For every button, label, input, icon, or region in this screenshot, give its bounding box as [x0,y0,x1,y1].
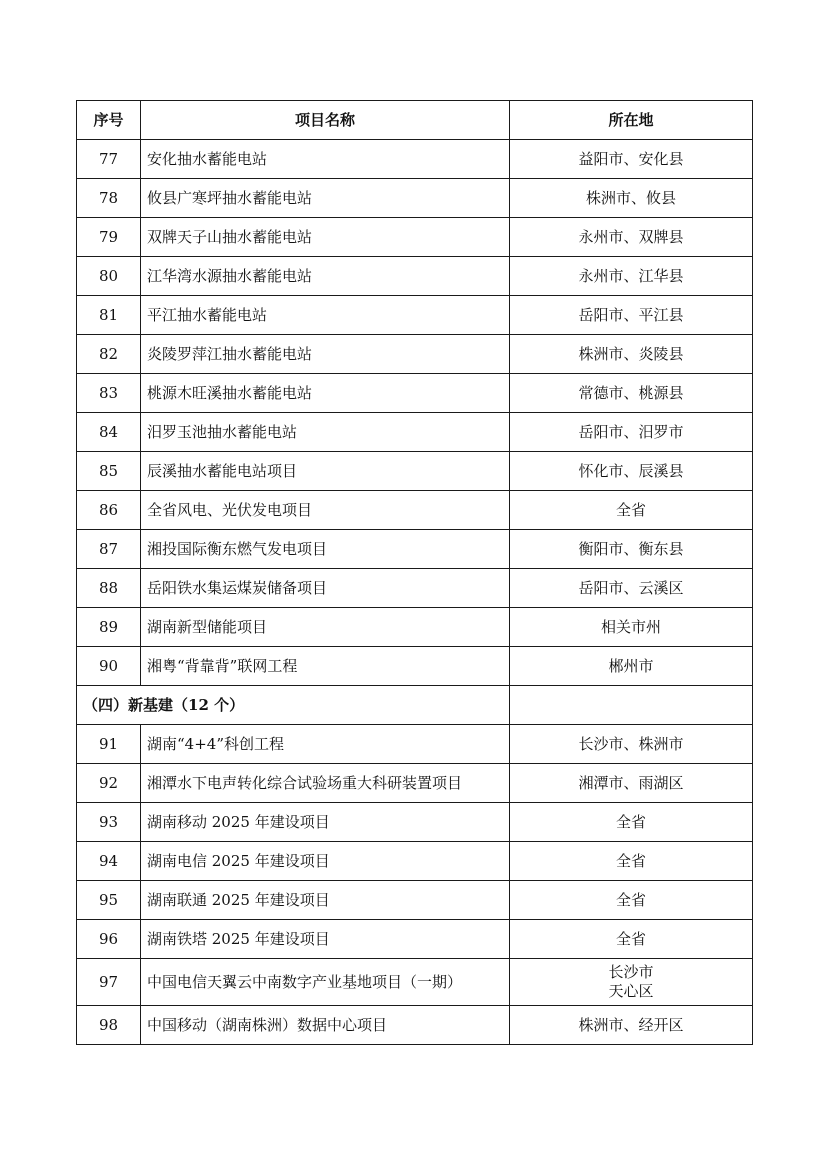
project-location: 常德市、桃源县 [510,374,753,413]
table-row [77,452,753,491]
project-name: 湖南“4+4”科创工程 [141,725,510,764]
header-location: 所在地 [510,101,753,140]
table-row [77,881,753,920]
project-location: 衡阳市、衡东县 [510,530,753,569]
project-location: 永州市、江华县 [510,257,753,296]
row-number: 85 [77,452,141,491]
row-number: 89 [77,608,141,647]
table-row [77,959,753,1006]
header-no: 序号 [77,101,141,140]
project-name: 安化抽水蓄能电站 [141,140,510,179]
row-number: 78 [77,179,141,218]
table-body-part2 [77,725,753,959]
table-body-part3 [77,959,753,1045]
table-row [77,530,753,569]
table-row [77,842,753,881]
table-row [77,647,753,686]
project-name: 双牌天子山抽水蓄能电站 [141,218,510,257]
project-name: 湘投国际衡东燃气发电项目 [141,530,510,569]
row-number: 95 [77,881,141,920]
project-name: 湖南电信 2025 年建设项目 [141,842,510,881]
row-number: 79 [77,218,141,257]
location-line-1: 长沙市 [608,963,654,981]
row-number: 83 [77,374,141,413]
project-name: 全省风电、光伏发电项目 [141,491,510,530]
project-name: 辰溪抽水蓄能电站项目 [141,452,510,491]
table-row [77,296,753,335]
table-row [77,491,753,530]
header-name: 项目名称 [141,101,510,140]
row-number: 93 [77,803,141,842]
project-location [510,959,753,1006]
row-number: 87 [77,530,141,569]
project-location: 全省 [510,920,753,959]
project-name: 湖南新型储能项目 [141,608,510,647]
project-location: 湘潭市、雨湖区 [510,764,753,803]
table-row [77,140,753,179]
row-number: 90 [77,647,141,686]
project-name: 岳阳铁水集运煤炭储备项目 [141,569,510,608]
row-number: 77 [77,140,141,179]
table-row [77,725,753,764]
table-header-row [77,101,753,140]
project-table [76,100,753,1045]
project-location: 全省 [510,491,753,530]
table-body-part1 [77,140,753,686]
section-row [77,686,753,725]
row-number: 98 [77,1006,141,1045]
section-location [510,686,753,725]
project-location: 全省 [510,881,753,920]
project-location: 永州市、双牌县 [510,218,753,257]
table-row [77,374,753,413]
project-location: 郴州市 [510,647,753,686]
table-row [77,803,753,842]
section-label: （四）新基建（12 个） [77,686,510,725]
project-location: 岳阳市、汨罗市 [510,413,753,452]
project-name: 平江抽水蓄能电站 [141,296,510,335]
project-name: 湖南联通 2025 年建设项目 [141,881,510,920]
project-location: 岳阳市、云溪区 [510,569,753,608]
project-name: 湘粤“背靠背”联网工程 [141,647,510,686]
table-section [77,686,753,725]
row-number: 91 [77,725,141,764]
project-name: 湘潭水下电声转化综合试验场重大科研装置项目 [141,764,510,803]
project-name: 汨罗玉池抽水蓄能电站 [141,413,510,452]
row-number: 81 [77,296,141,335]
row-number: 82 [77,335,141,374]
project-name: 攸县广寒坪抽水蓄能电站 [141,179,510,218]
table-row [77,257,753,296]
row-number: 80 [77,257,141,296]
project-location: 怀化市、辰溪县 [510,452,753,491]
project-location: 全省 [510,842,753,881]
project-name: 桃源木旺溪抽水蓄能电站 [141,374,510,413]
project-name: 湖南铁塔 2025 年建设项目 [141,920,510,959]
row-number: 86 [77,491,141,530]
row-number: 88 [77,569,141,608]
project-name: 炎陵罗萍江抽水蓄能电站 [141,335,510,374]
table-row [77,335,753,374]
row-number: 97 [77,959,141,1006]
row-number: 96 [77,920,141,959]
table-row [77,1006,753,1045]
project-name: 中国电信天翼云中南数字产业基地项目（一期） [141,959,510,1006]
row-number: 84 [77,413,141,452]
project-name: 中国移动（湖南株洲）数据中心项目 [141,1006,510,1045]
location-line-2: 天心区 [608,982,654,1000]
row-number: 94 [77,842,141,881]
project-location: 株洲市、炎陵县 [510,335,753,374]
table-row [77,218,753,257]
project-location: 全省 [510,803,753,842]
project-name: 江华湾水源抽水蓄能电站 [141,257,510,296]
project-location: 株洲市、攸县 [510,179,753,218]
row-number: 92 [77,764,141,803]
table-row [77,569,753,608]
table-row [77,179,753,218]
table-row [77,764,753,803]
project-location: 岳阳市、平江县 [510,296,753,335]
project-location: 相关市州 [510,608,753,647]
project-name: 湖南移动 2025 年建设项目 [141,803,510,842]
project-location: 长沙市、株洲市 [510,725,753,764]
table-row [77,920,753,959]
project-location: 株洲市、经开区 [510,1006,753,1045]
project-location: 益阳市、安化县 [510,140,753,179]
table-row [77,608,753,647]
table-row [77,413,753,452]
